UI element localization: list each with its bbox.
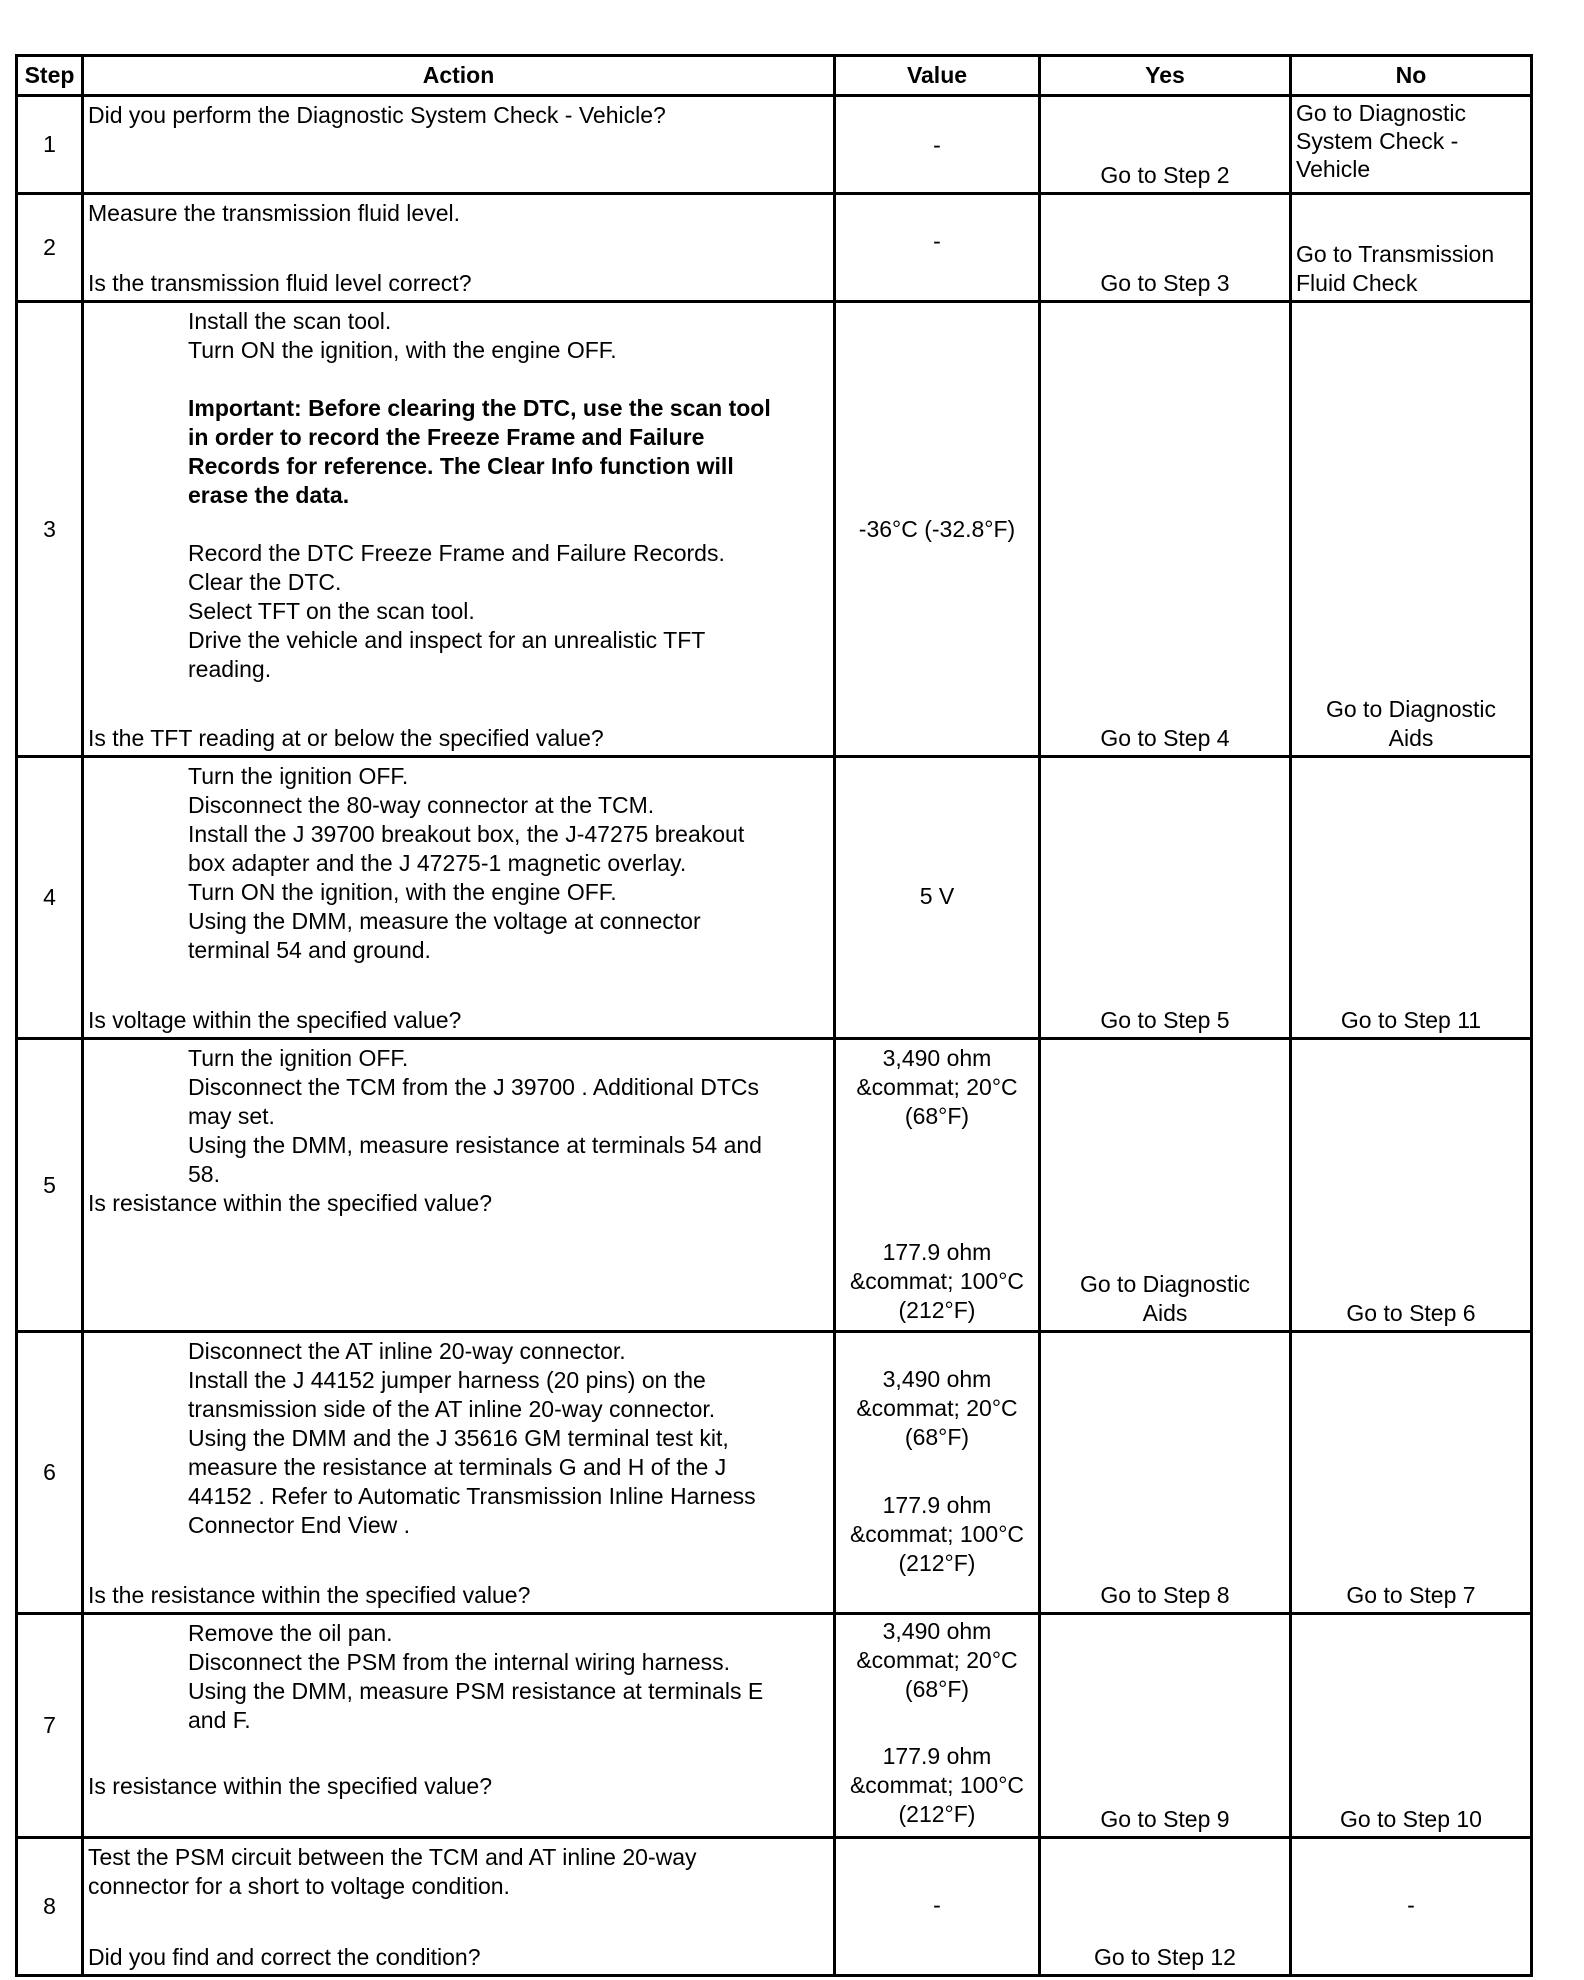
action-cell	[83, 1332, 835, 1614]
important-note	[188, 394, 827, 510]
action-line: Test the PSM circuit between the TCM and AT inline 20-way	[88, 1844, 697, 1870]
value-cell	[835, 757, 1040, 1039]
step-number: 4	[17, 757, 83, 1039]
yes-cell	[1040, 757, 1291, 1039]
important-line: Records for reference. The Clear Info function will	[188, 453, 734, 479]
no-cell	[1291, 302, 1532, 757]
step-number: 5	[17, 1039, 83, 1332]
action-line: Drive the vehicle and inspect for an unrealistic TFT	[188, 627, 706, 653]
value-line: 3,490 ohm	[882, 1618, 992, 1644]
no-line: Go to Step 10	[1340, 1806, 1482, 1832]
value-cell	[835, 1614, 1040, 1838]
value-cell	[835, 96, 1040, 194]
action-line: Disconnect the TCM from the J 39700 . Additional DTCs	[188, 1074, 760, 1100]
important-line: in order to record the Freeze Frame and Failure	[188, 424, 705, 450]
action-line: terminal 54 and ground.	[188, 937, 431, 963]
table-row	[17, 1332, 1532, 1614]
step-number: 8	[17, 1838, 83, 1976]
value-line: -	[933, 132, 941, 158]
yes-cell	[1040, 1838, 1291, 1976]
action-line: reading.	[188, 656, 272, 682]
action-line: connector for a short to voltage condition.	[88, 1873, 510, 1899]
action-line: Using the DMM, measure PSM resistance at terminals E	[188, 1678, 764, 1704]
value-line: (212°F)	[898, 1297, 976, 1323]
action-question: Is resistance within the specified value?	[88, 1773, 492, 1799]
header-step: Step	[17, 56, 83, 96]
action-line: Record the DTC Freeze Frame and Failure Records.	[188, 540, 725, 566]
action-cell	[83, 194, 835, 302]
yes-cell	[1040, 1614, 1291, 1838]
value-line: -36°C (-32.8°F)	[858, 516, 1016, 542]
step-number: 6	[17, 1332, 83, 1614]
header-value: Value	[835, 56, 1040, 96]
action-question: Is the resistance within the specified value?	[88, 1582, 531, 1608]
no-line: Vehicle	[1296, 156, 1371, 182]
action-line: measure the resistance at terminals G and H of the J	[188, 1454, 727, 1480]
action-cell	[83, 1039, 835, 1332]
diagnostic-table	[15, 54, 1533, 1977]
action-line: Using the DMM and the J 35616 GM terminal test kit,	[188, 1425, 729, 1451]
value-cell	[835, 1838, 1040, 1976]
important-line: Important: Before clearing the DTC, use the scan tool	[188, 395, 771, 421]
no-line: -	[1407, 1892, 1415, 1918]
value-line: &commat; 100°C	[849, 1772, 1025, 1798]
value-line: 3,490 ohm	[882, 1045, 992, 1071]
value-line: -	[933, 1892, 941, 1918]
no-line: Go to Transmission	[1296, 241, 1495, 267]
action-line: Using the DMM, measure resistance at terminals 54 and	[188, 1132, 762, 1158]
action-line: Turn the ignition OFF.	[188, 1045, 409, 1071]
value-cell	[835, 1039, 1040, 1332]
action-question: Is the TFT reading at or below the specified value?	[88, 725, 604, 751]
value-line: &commat; 100°C	[849, 1521, 1025, 1547]
no-line: System Check -	[1296, 128, 1459, 154]
no-cell	[1291, 96, 1532, 194]
value-line: (212°F)	[898, 1550, 976, 1576]
no-cell	[1291, 1838, 1532, 1976]
action-line: Install the J 44152 jumper harness (20 pins) on the	[188, 1367, 706, 1393]
yes-cell	[1040, 96, 1291, 194]
action-cell	[83, 1838, 835, 1976]
yes-line: Go to Step 8	[1100, 1582, 1230, 1608]
value-line: &commat; 100°C	[849, 1268, 1025, 1294]
action-line: Connector End View .	[188, 1512, 411, 1538]
yes-line: Go to Step 3	[1100, 270, 1230, 296]
table-row	[17, 96, 1532, 194]
no-cell	[1291, 194, 1532, 302]
header-row	[17, 56, 1532, 96]
action-line: Select TFT on the scan tool.	[188, 598, 475, 624]
step-number: 3	[17, 302, 83, 757]
value-cell	[835, 302, 1040, 757]
action-question: Is voltage within the specified value?	[88, 1007, 462, 1033]
no-cell	[1291, 1614, 1532, 1838]
table-row	[17, 1838, 1532, 1976]
yes-line: Go to Step 5	[1100, 1007, 1230, 1033]
no-cell	[1291, 1332, 1532, 1614]
no-cell	[1291, 1039, 1532, 1332]
action-line: and F.	[188, 1707, 251, 1733]
table-row	[17, 1614, 1532, 1838]
important-line: erase the data.	[188, 482, 350, 508]
yes-line: Go to Step 9	[1100, 1806, 1230, 1832]
table-row	[17, 757, 1532, 1039]
action-question: Is resistance within the specified value?	[88, 1190, 492, 1216]
step-number: 1	[17, 96, 83, 194]
no-cell	[1291, 757, 1532, 1039]
table-row	[17, 302, 1532, 757]
no-line: Fluid Check	[1296, 270, 1418, 296]
action-question: Did you find and correct the condition?	[88, 1944, 481, 1970]
header-yes: Yes	[1040, 56, 1291, 96]
step-number: 2	[17, 194, 83, 302]
value-line: (68°F)	[904, 1424, 970, 1450]
action-line: Install the J 39700 breakout box, the J-47275 breakout	[188, 821, 745, 847]
value-line: &commat; 20°C	[856, 1074, 1018, 1100]
value-cell	[835, 1332, 1040, 1614]
yes-cell	[1040, 194, 1291, 302]
yes-line: Go to Diagnostic	[1079, 1271, 1251, 1297]
yes-cell	[1040, 302, 1291, 757]
value-line: 177.9 ohm	[882, 1743, 992, 1769]
action-line: Turn ON the ignition, with the engine OFF.	[188, 879, 617, 905]
value-line: 5 V	[919, 883, 955, 909]
value-line: &commat; 20°C	[856, 1647, 1018, 1673]
action-line: Install the scan tool.	[188, 308, 392, 334]
value-line: 177.9 ohm	[882, 1239, 992, 1265]
action-line: Disconnect the AT inline 20-way connector.	[188, 1338, 626, 1364]
action-line: Turn the ignition OFF.	[188, 763, 409, 789]
action-line: box adapter and the J 47275-1 magnetic overlay.	[188, 850, 687, 876]
no-line: Go to Diagnostic	[1296, 100, 1467, 126]
action-cell	[83, 302, 835, 757]
yes-line: Go to Step 12	[1094, 1944, 1236, 1970]
action-line: Measure the transmission fluid level.	[88, 200, 460, 226]
action-line: Did you perform the Diagnostic System Check - Vehicle?	[88, 102, 666, 128]
header-no: No	[1291, 56, 1532, 96]
yes-line: Aids	[1142, 1300, 1188, 1326]
action-line: Disconnect the PSM from the internal wiring harness.	[188, 1649, 731, 1675]
yes-cell	[1040, 1039, 1291, 1332]
step-number: 7	[17, 1614, 83, 1838]
action-cell	[83, 1614, 835, 1838]
table-row	[17, 1039, 1532, 1332]
action-cell	[83, 757, 835, 1039]
no-line: Aids	[1388, 725, 1434, 751]
table-row	[17, 194, 1532, 302]
action-line: may set.	[188, 1103, 275, 1129]
action-line: transmission side of the AT inline 20-way connector.	[188, 1396, 716, 1422]
value-line: &commat; 20°C	[856, 1395, 1018, 1421]
action-line: 58.	[188, 1161, 220, 1187]
action-line: Remove the oil pan.	[188, 1620, 393, 1646]
value-line: 3,490 ohm	[882, 1366, 992, 1392]
value-line: (68°F)	[904, 1676, 970, 1702]
action-cell	[83, 96, 835, 194]
action-question: Is the transmission fluid level correct?	[88, 270, 472, 296]
value-line: 177.9 ohm	[882, 1492, 992, 1518]
no-line: Go to Step 11	[1340, 1007, 1482, 1033]
yes-line: Go to Step 2	[1100, 162, 1230, 188]
value-line: -	[933, 228, 941, 254]
value-cell	[835, 194, 1040, 302]
action-line: Disconnect the 80-way connector at the TCM.	[188, 792, 655, 818]
yes-line: Go to Step 4	[1100, 725, 1230, 751]
header-action: Action	[83, 56, 835, 96]
action-line: 44152 . Refer to Automatic Transmission Inline Harness	[188, 1483, 756, 1509]
action-line: Turn ON the ignition, with the engine OFF.	[188, 337, 617, 363]
action-line: Using the DMM, measure the voltage at connector	[188, 908, 701, 934]
no-line: Go to Step 7	[1346, 1582, 1476, 1608]
value-line: (212°F)	[898, 1801, 976, 1827]
value-line: (68°F)	[904, 1103, 970, 1129]
no-line: Go to Diagnostic	[1325, 696, 1497, 722]
action-line: Clear the DTC.	[188, 569, 342, 595]
yes-cell	[1040, 1332, 1291, 1614]
no-line: Go to Step 6	[1346, 1300, 1476, 1326]
